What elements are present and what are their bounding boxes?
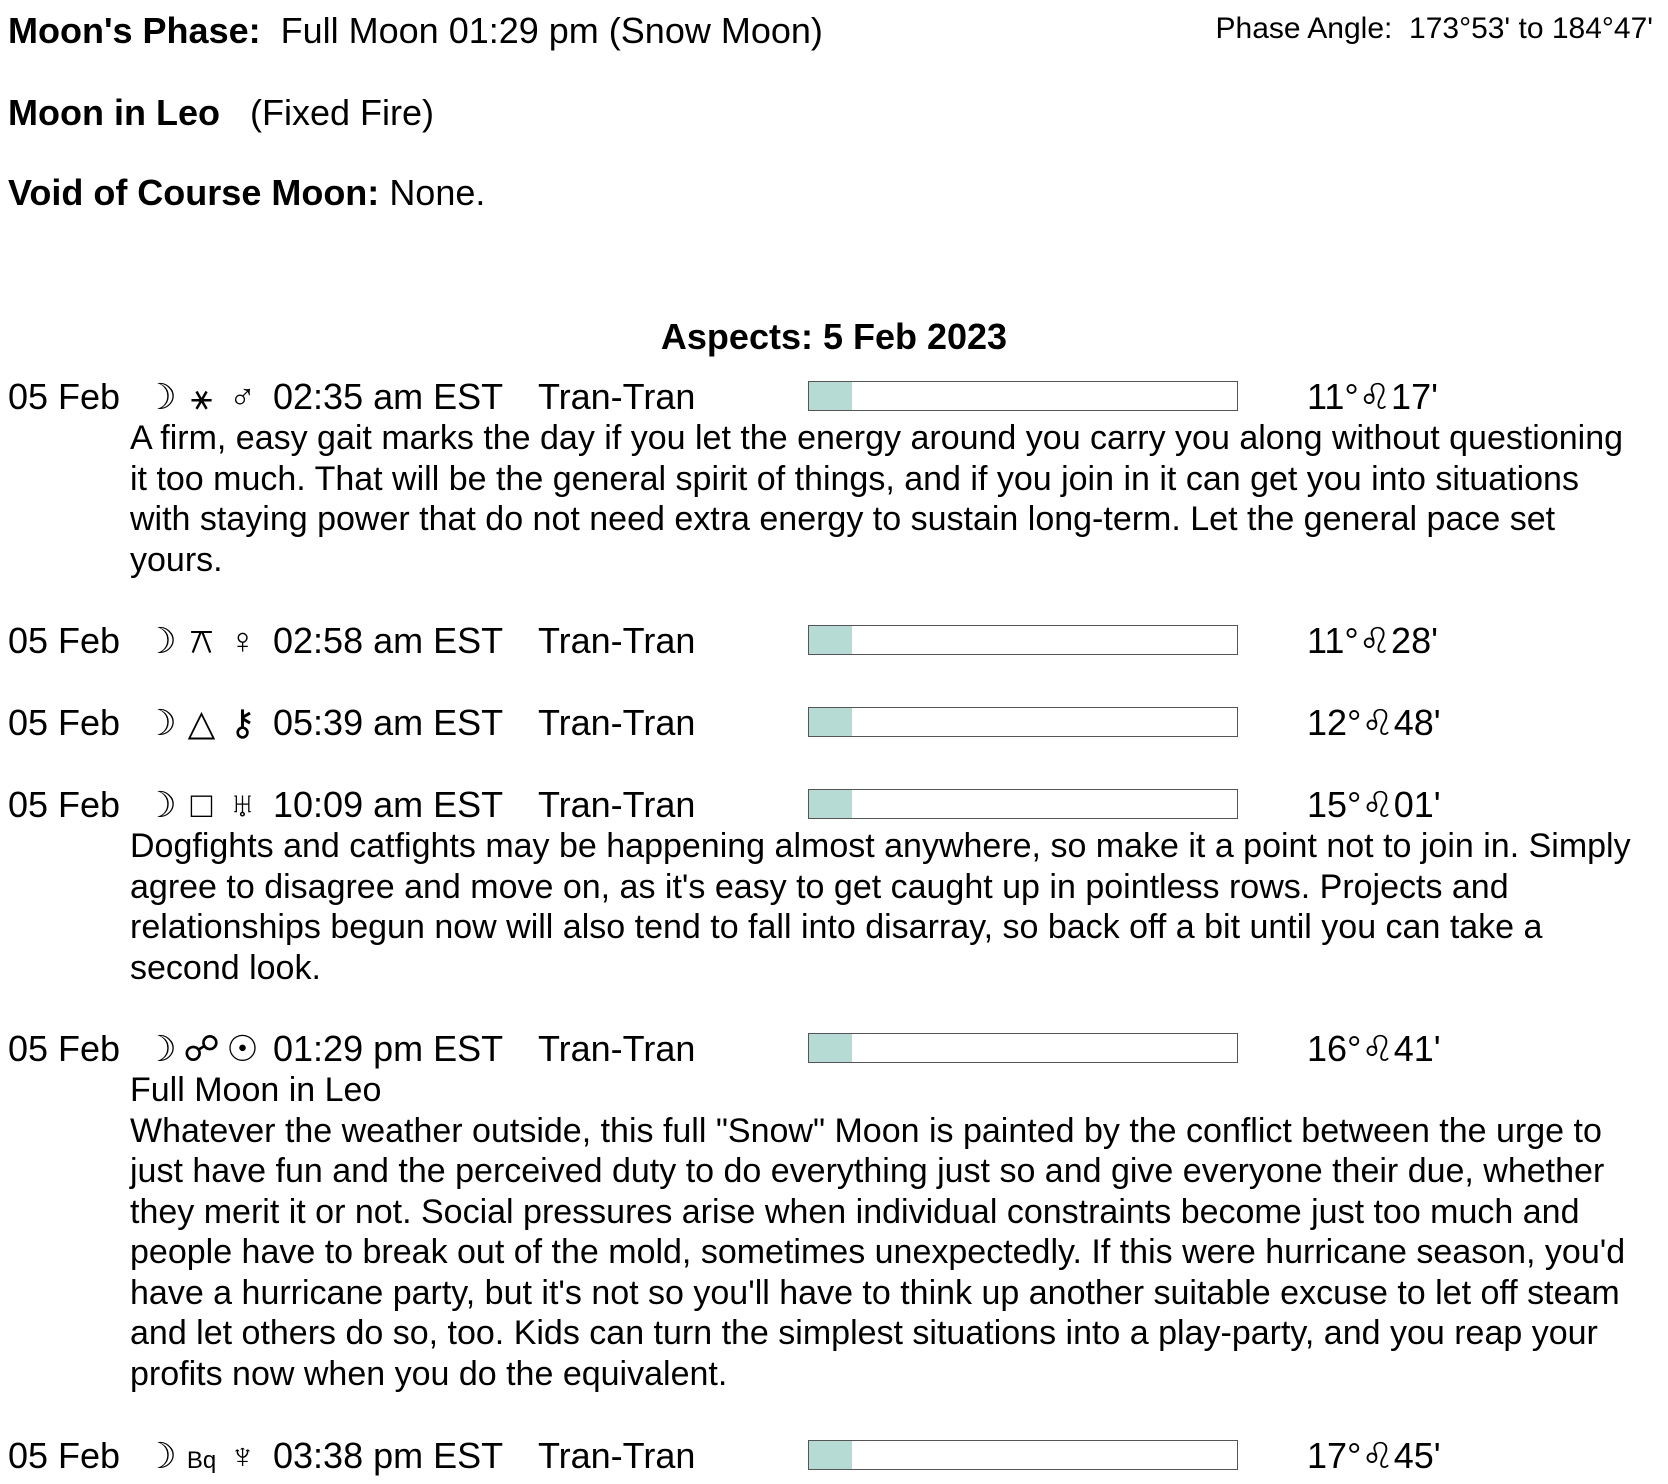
- strength-bar-fill: [809, 382, 852, 410]
- strength-bar: [808, 381, 1238, 411]
- aspect-type: Tran-Tran: [538, 376, 696, 417]
- strength-bar-fill: [809, 708, 852, 736]
- strength-bar-fill: [809, 790, 852, 818]
- strength-bar-fill: [809, 626, 852, 654]
- void-of-course-line: [8, 172, 485, 214]
- moon-sign-line: [8, 92, 434, 134]
- aspect-description: Whatever the weather outside, this full "Snow" Moon is painted by the conflict between the urge to just have fun and the perceived duty to do everything just so and give everyone their due, whether they merit it or not. Social pressures arise when individual constraints become just too much and people have to break out of the mold, sometimes unexpectedly. If this were hurricane season, you'd have a hurricane party, but it's not so you'll have to think up another suitable excuse to let off steam and let others do so, too. Kids can turn the simplest situations into a play-party, and you reap your profits now when you do the equivalent.: [130, 1111, 1626, 1393]
- quincunx-glyph-icon: ⚻: [189, 620, 214, 661]
- aspect-row: [0, 1435, 1668, 1477]
- moon-phase-line: [8, 10, 823, 52]
- strength-bar: [808, 625, 1238, 655]
- phase-angle: [1216, 12, 1653, 46]
- aspect-date: 05 Feb: [8, 376, 121, 417]
- aspect-date: 05 Feb: [8, 620, 121, 661]
- aspect-degree: 17°♌45': [1307, 1435, 1441, 1476]
- aspect-row: [0, 702, 1668, 744]
- aspect-glyphs: [140, 1435, 263, 1477]
- aspect-date: 05 Feb: [8, 702, 121, 743]
- aspect-entry: [0, 1435, 1668, 1477]
- aspect-type: Tran-Tran: [538, 1028, 696, 1069]
- mars-glyph-icon: ♂: [229, 376, 256, 417]
- aspect-type: Tran-Tran: [538, 784, 696, 825]
- aspect-glyphs: [140, 620, 263, 663]
- aspect-description: A firm, easy gait marks the day if you let the energy around you carry you along without questioning it too much. That will be the general spirit of things, and if you join in it can get you into situations with staying power that do not need extra energy to sustain long-term. Let the general pace set yours.: [130, 419, 1624, 579]
- sextile-glyph-icon: ⚹: [190, 376, 213, 417]
- aspect-type: Tran-Tran: [538, 702, 696, 743]
- aspect-description: Dogfights and catfights may be happening almost anywhere, so make it a point not to join in. Simply agree to disagree and move on, as it's easy to get caught up in pointless rows. Projects and relationships begun now will also tend to fall into disarray, so back off a bit until you can take a second look.: [130, 827, 1631, 987]
- aspects-title: Aspects: 5 Feb 2023: [660, 316, 1008, 357]
- moon-sign-label: Moon in Leo: [8, 92, 220, 133]
- aspect-row: [0, 1028, 1668, 1070]
- strength-bar-fill: [809, 1441, 852, 1469]
- aspect-entry: [0, 1028, 1668, 1394]
- aspect-time: 02:58 am EST: [273, 620, 504, 661]
- venus-glyph-icon: ♀: [229, 620, 256, 661]
- strength-bar: [808, 789, 1238, 819]
- moon-sign-element: (Fixed Fire): [249, 92, 434, 133]
- moon-phase-label: Moon's Phase:: [8, 10, 261, 51]
- aspect-time: 05:39 am EST: [273, 702, 504, 743]
- aspect-entry: [0, 376, 1668, 580]
- moon-phase-value: Full Moon 01:29 pm (Snow Moon): [280, 10, 823, 51]
- aspect-date: 05 Feb: [8, 784, 121, 825]
- aspect-glyphs: [140, 1028, 263, 1070]
- phase-angle-value: 173°53' to 184°47': [1409, 12, 1653, 45]
- biquintile-glyph-icon: Bq: [186, 1447, 217, 1474]
- aspect-glyphs: [140, 784, 263, 826]
- aspect-type: Tran-Tran: [538, 1435, 696, 1476]
- aspect-date: 05 Feb: [8, 1435, 121, 1476]
- moon-glyph-icon: ☽: [144, 1435, 177, 1476]
- aspect-degree: 11°♌28': [1307, 620, 1438, 661]
- aspect-row: [0, 784, 1668, 826]
- opposition-glyph-icon: ☍: [183, 1028, 220, 1069]
- aspect-entry: [0, 784, 1668, 988]
- moon-glyph-icon: ☽: [144, 702, 177, 743]
- strength-bar: [808, 707, 1238, 737]
- neptune-glyph-icon: ♆: [229, 1435, 256, 1476]
- aspect-heading: Full Moon in Leo: [130, 1071, 382, 1109]
- aspect-entry: [0, 620, 1668, 662]
- aspect-date: 05 Feb: [8, 1028, 121, 1069]
- aspect-time: 03:38 pm EST: [273, 1435, 504, 1476]
- strength-bar: [808, 1033, 1238, 1063]
- uranus-glyph-icon: ♅: [229, 784, 256, 825]
- aspect-row: [0, 376, 1668, 418]
- aspect-time: 10:09 am EST: [273, 784, 504, 825]
- void-of-course-value: None.: [389, 172, 486, 213]
- aspect-type: Tran-Tran: [538, 620, 696, 661]
- square-glyph-icon: □: [190, 784, 213, 825]
- aspect-degree: 15°♌01': [1307, 784, 1441, 825]
- strength-bar: [808, 1440, 1238, 1470]
- trine-glyph-icon: △: [187, 702, 216, 743]
- aspect-glyphs: [140, 702, 263, 744]
- aspect-entry: [0, 702, 1668, 744]
- void-of-course-label: Void of Course Moon:: [8, 172, 380, 213]
- moon-glyph-icon: ☽: [144, 1028, 177, 1069]
- aspect-row: [0, 620, 1668, 662]
- phase-angle-label: Phase Angle:: [1215, 12, 1393, 45]
- aspect-glyphs: [140, 376, 263, 419]
- moon-glyph-icon: ☽: [144, 376, 177, 417]
- aspect-degree: 11°♌17': [1307, 376, 1438, 417]
- aspect-time: 01:29 pm EST: [273, 1028, 504, 1069]
- sun-glyph-icon: ☉: [226, 1028, 259, 1069]
- strength-bar-fill: [809, 1034, 852, 1062]
- moon-glyph-icon: ☽: [144, 620, 177, 661]
- aspect-degree: 12°♌48': [1307, 702, 1441, 743]
- aspect-time: 02:35 am EST: [273, 376, 504, 417]
- aspect-degree: 16°♌41': [1307, 1028, 1441, 1069]
- moon-glyph-icon: ☽: [144, 784, 177, 825]
- chiron-glyph-icon: ⚷: [229, 702, 256, 743]
